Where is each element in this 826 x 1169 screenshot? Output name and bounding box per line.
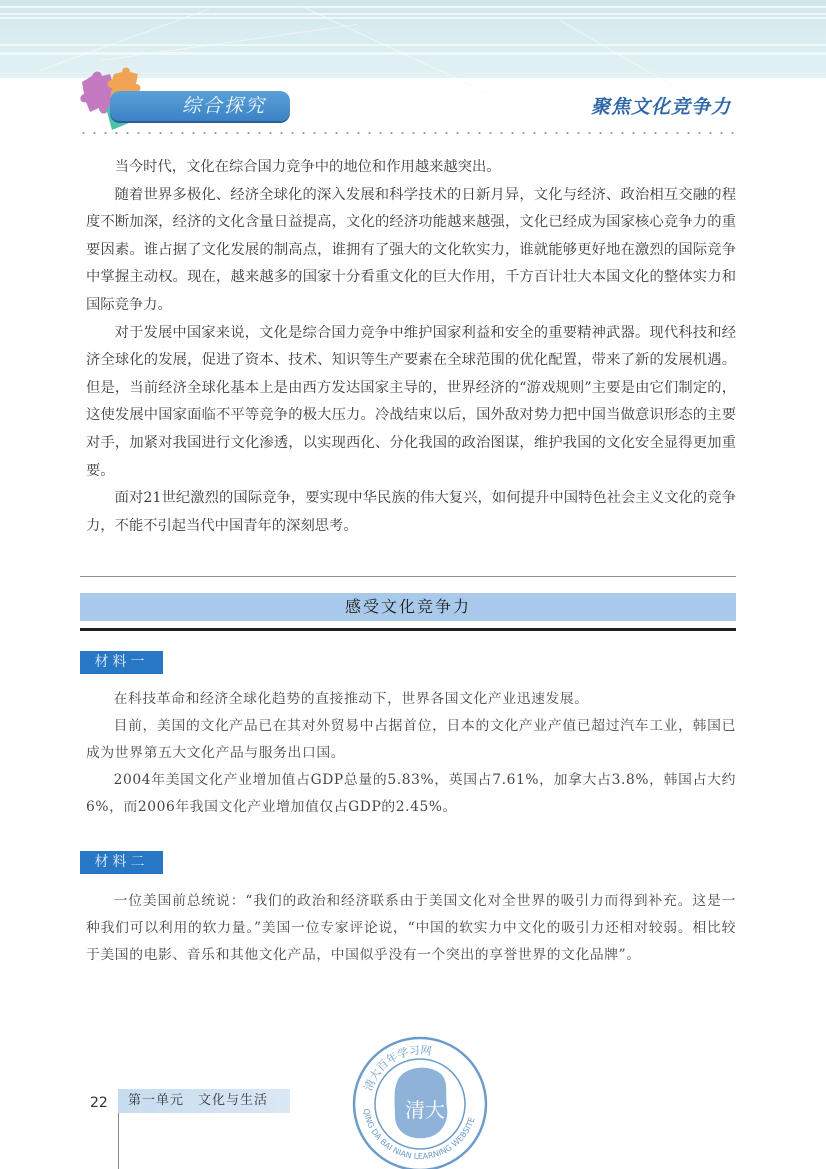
material-one-label: 材料一	[80, 651, 163, 674]
material-paragraph: 一位美国前总统说：“我们的政治和经济联系由于美国文化对全世界的吸引力而得到补充。这是一种我们可以利用的软力量。”美国一位专家评论说，“中国的软实力中文化的吸引力还相对较弱。相比较于美国的电影、音乐和其他文化产品，中国似乎没有一个突出的享誉世界的文化品牌”。	[86, 893, 736, 963]
intro-paragraph: 当今时代，文化在综合国力竞争中的地位和作用越来越突出。	[114, 159, 501, 175]
material-paragraph: 目前，美国的文化产品已在其对外贸易中占据首位，日本的文化产业产值已超过汽车工业，韩国已成为世界第五大文化产品与服务出口国。	[86, 718, 736, 761]
section-divider	[80, 576, 736, 577]
section-heading: 感受文化竞争力	[80, 593, 736, 621]
svg-text:QING DA BAI NIAN LEARNING WEBS: QING DA BAI NIAN LEARNING WEBSITE	[361, 1107, 477, 1162]
intro-paragraph: 面对21世纪激烈的国际竞争，要实现中华民族的伟大复兴，如何提升中国特色社会主义文化的竞争力，不能不引起当代中国青年的深刻思考。	[86, 490, 736, 534]
dotted-divider	[78, 132, 738, 134]
watermark-logo-icon	[345, 1032, 495, 1169]
page-section-title: 聚焦文化竞争力	[590, 96, 731, 118]
unit-label: 第一单元 文化与生活	[118, 1089, 290, 1113]
material-two-label: 材料二	[80, 851, 163, 874]
material-paragraph: 2004年美国文化产业增加值占GDP总量的5.83%，英国占7.61%，加拿大占3.8%，韩国占大约6%，而2006年我国文化产业增加值仅占GDP的2.45%。	[86, 772, 736, 815]
intro-paragraph: 随着世界多极化、经济全球化的深入发展和科学技术的日新月异，文化与经济、政治相互交融的程度不断加深，经济的文化含量日益提高，文化的经济功能越来越强，文化已经成为国家核心竞争力的重要因素。谁占据了文化发展的制高点，谁拥有了强大的文化软实力，谁就能够更好地在激烈的国际竞争中掌握主动权。现在，越来越多的国家十分看重文化的巨大作用，千方百计壮大本国文化的整体实力和国际竞争力。	[86, 186, 736, 313]
svg-text:清大: 清大	[405, 1098, 445, 1122]
material-paragraph: 在科技革命和经济全球化趋势的直接推动下，世界各国文化产业迅速发展。	[113, 691, 589, 707]
material-one-text	[86, 686, 736, 821]
section-badge: 综合探究	[110, 91, 290, 121]
intro-paragraph: 对于发展中国家来说，文化是综合国力竞争中维护国家利益和安全的重要精神武器。现代科技和经济全球化的发展，促进了资本、技术、知识等生产要素在全球范围的优化配置，带来了新的发展机遇。但是，当前经济全球化基本上是由西方发达国家主导的，世界经济的“游戏规则”主要是由它们制定的，这使发展中国家面临不平等竞争的极大压力。冷战结束以后，国外敌对势力把中国当做意识形态的主要对手，加紧对我国进行文化渗透，以实现西化、分化我国的政治图谋，维护我国的文化安全显得更加重要。	[86, 324, 736, 479]
section-underline	[80, 628, 736, 631]
page-number: 22	[90, 1095, 108, 1111]
material-two-text	[86, 888, 736, 969]
intro-text	[86, 154, 736, 540]
svg-text:清大百年学习网: 清大百年学习网	[361, 1043, 433, 1093]
